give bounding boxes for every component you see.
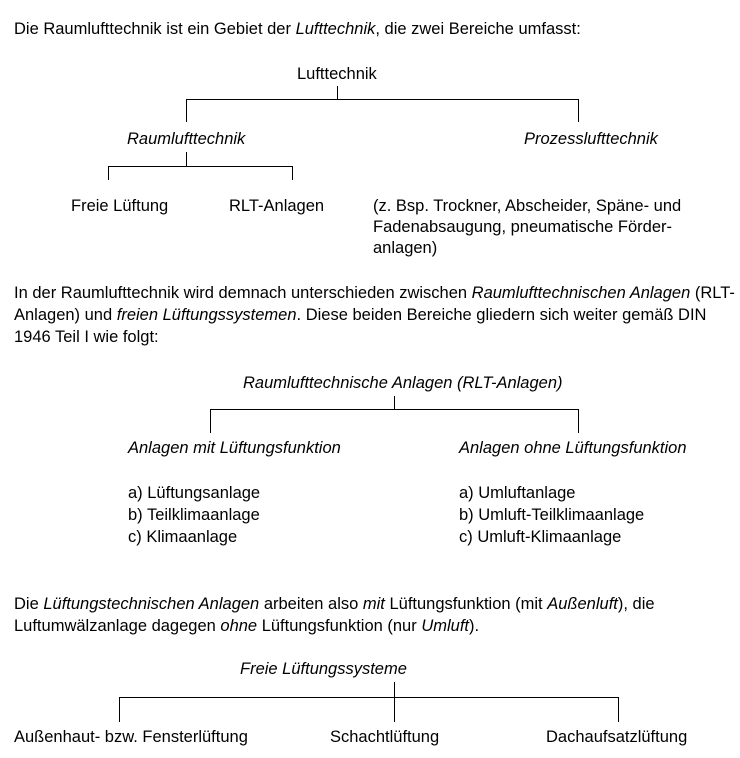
paragraph-lueftungsfunktion [14, 593, 736, 637]
para3-em-5: Umluft [421, 617, 469, 635]
tree3-child-schachtlueftung: Schachtlüftung [330, 728, 440, 746]
para3-text-4: ), die Luftumwälzanlage dagegen [14, 595, 655, 635]
para3-em-2: mit [362, 595, 385, 613]
note-line: Fadenabsaugung, pneumatische Förder- [373, 218, 673, 236]
para3-em-3: Außenluft [547, 595, 618, 613]
list-item: b) Umluft-Teilklimaanlage [459, 506, 645, 524]
paragraph-raumlufttechnik [14, 282, 736, 348]
tree1-left-label: Raumlufttechnik [127, 130, 246, 148]
note-line: anlagen) [373, 239, 438, 257]
intro-text-2: , die zwei Bereiche umfasst: [375, 20, 581, 38]
tree1-root-label: Lufttechnik [297, 65, 377, 83]
para3-text-6: ). [468, 617, 480, 635]
list-item: c) Umluft-Klimaanlage [459, 528, 622, 546]
tree1-child-rlt-anlagen: RLT-Anlagen [229, 197, 325, 215]
para2-text-2: (RLT-Anlagen) und [14, 284, 735, 324]
para3-em-1: Lüftungstechnischen Anlagen [43, 595, 260, 613]
para2-text-1: In der Raumlufttechnik wird demnach unterschieden zwischen [14, 284, 472, 302]
para3-text-3: Lüftungsfunktion (mit [384, 595, 548, 613]
intro-text-1: Die Raumlufttechnik ist ein Gebiet der [14, 20, 296, 38]
para2-text-3: . Diese beiden Bereiche gliedern sich weiter gemäß DIN 1946 Teil I wie folgt: [14, 306, 707, 346]
tree3-root-label: Freie Lüftungssysteme [240, 660, 407, 678]
tree2-left-label: Anlagen mit Lüftungsfunktion [128, 439, 341, 457]
tree1-child-freie-lueftung: Freie Lüftung [71, 197, 169, 215]
list-item: a) Lüftungsanlage [128, 484, 261, 502]
list-item: a) Umluftanlage [459, 484, 576, 502]
note-line: (z. Bsp. Trockner, Abscheider, Späne- und [373, 197, 682, 215]
tree3-child-dachaufsatzlueftung: Dachaufsatzlüftung [546, 728, 688, 746]
tree2-root-label: Raumlufttechnische Anlagen (RLT-Anlagen) [243, 374, 563, 392]
intro-sentence [14, 19, 581, 39]
para3-em-4: ohne [220, 617, 258, 635]
para2-em-1: Raumlufttechnischen Anlagen [471, 284, 691, 302]
tree2-left-list [128, 482, 260, 548]
list-item: b) Teilklimaanlage [128, 506, 260, 524]
tree3-child-fensterlueftung: Außenhaut- bzw. Fensterlüftung [14, 728, 248, 746]
para3-text-2: arbeiten also [259, 595, 363, 613]
para2-em-2: freien Lüftungssystemen [116, 306, 297, 324]
tree1-right-label: Prozesslufttechnik [524, 130, 658, 148]
intro-em-lufttechnik: Lufttechnik [295, 20, 376, 38]
list-item: c) Klimaanlage [128, 528, 238, 546]
para3-text-1: Die [14, 595, 44, 613]
tree2-right-label: Anlagen ohne Lüftungsfunktion [459, 439, 687, 457]
tree2-right-list [459, 482, 644, 548]
para3-text-5: Lüftungsfunktion (nur [257, 617, 422, 635]
tree1-right-note [373, 196, 737, 259]
